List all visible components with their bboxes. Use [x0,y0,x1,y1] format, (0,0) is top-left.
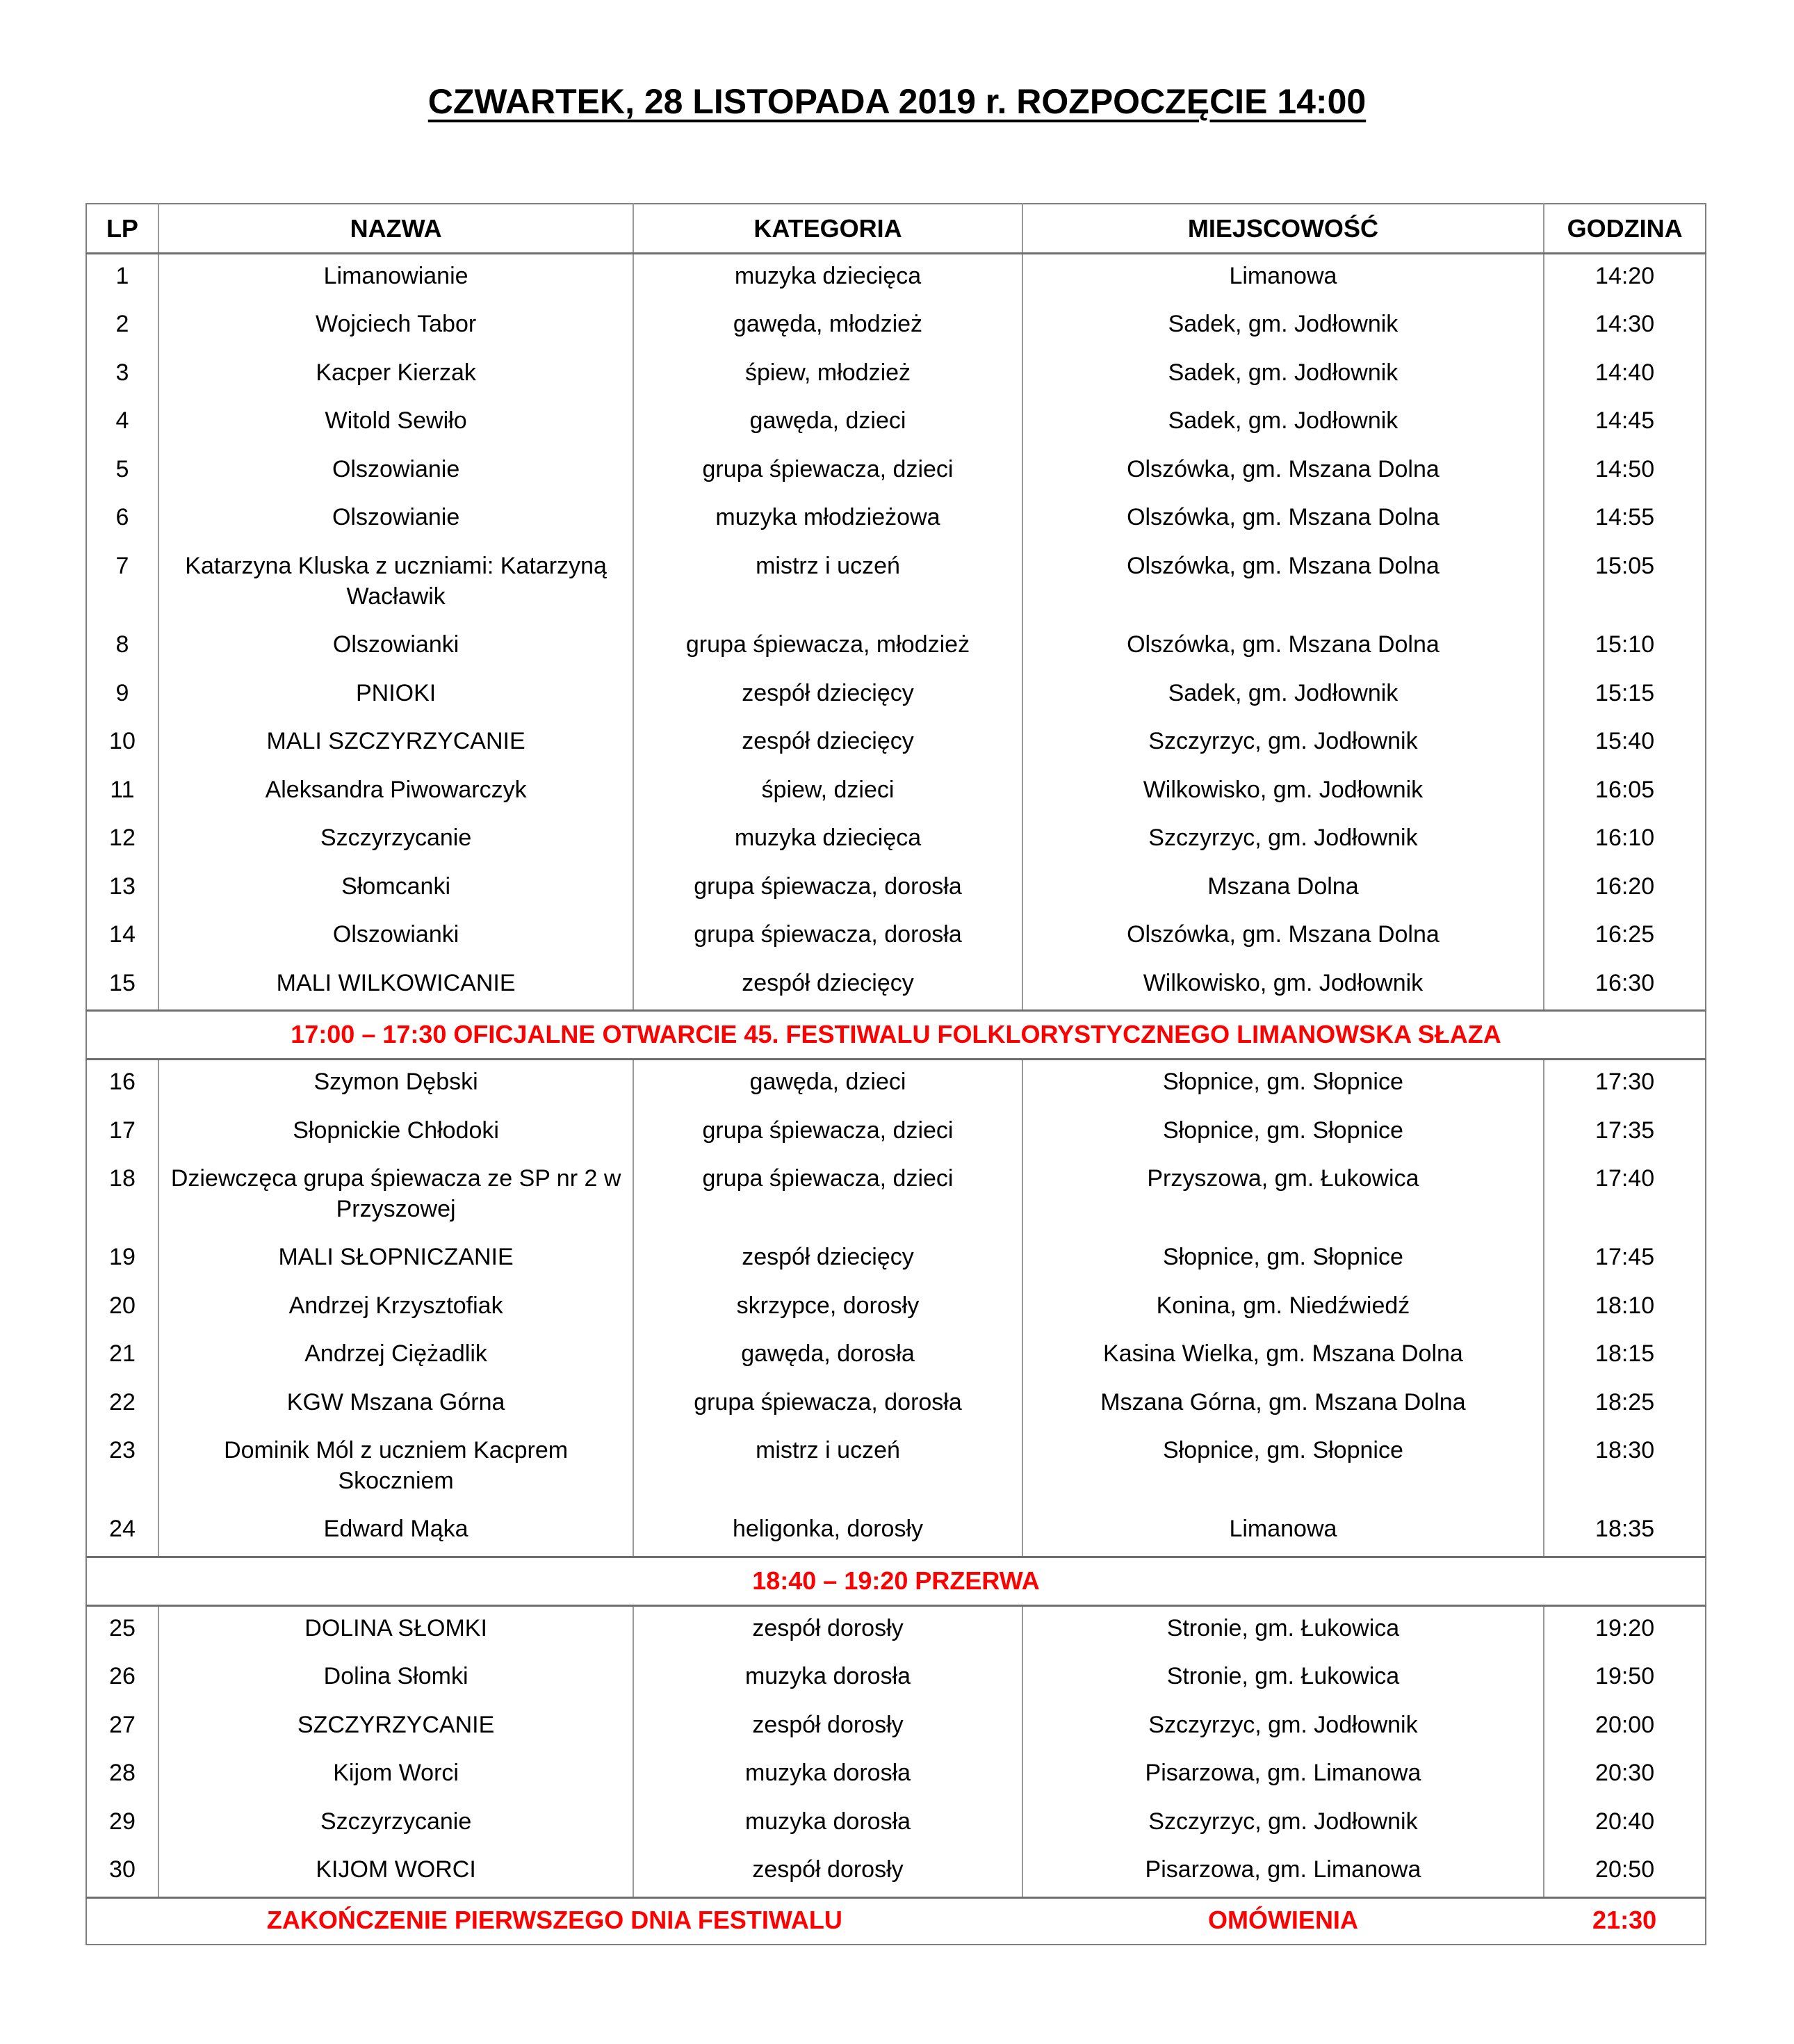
cell-lp: 24 [86,1507,158,1557]
cell-kategoria: grupa śpiewacza, dzieci [633,1157,1022,1235]
cell-kategoria: grupa śpiewacza, młodzież [633,623,1022,672]
cell-miejscowosc: Olszówka, gm. Mszana Dolna [1022,623,1544,672]
cell-lp: 6 [86,496,158,544]
cell-godzina: 18:25 [1595,1388,1655,1416]
cell-nazwa: PNIOKI [158,672,633,720]
cell-lp: 21 [86,1332,158,1381]
table-row [86,768,1706,817]
cell-lp: 10 [86,720,158,768]
cell-lp: 28 [86,1751,158,1800]
cell-miejscowosc: Przyszowa, gm. Łukowica [1022,1157,1544,1235]
table-row [86,1800,1706,1849]
cell-lp: 30 [86,1848,158,1897]
column-header-miejscowosc: MIEJSCOWOŚĆ [1022,204,1544,254]
cell-nazwa: Słopnickie Chłodoki [158,1109,633,1158]
cell-godzina: 15:10 [1595,631,1655,658]
table-row [86,1703,1706,1752]
table-row [86,496,1706,544]
cell-nazwa: DOLINA SŁOMKI [158,1605,633,1655]
cell-godzina: 14:30 [1595,311,1655,338]
cell-lp: 15 [86,962,158,1011]
cell-miejscowosc: Sadek, gm. Jodłownik [1022,672,1544,720]
cell-godzina: 17:40 [1595,1165,1655,1192]
cell-kategoria: zespół dziecięcy [633,1235,1022,1284]
cell-nazwa: Kacper Kierzak [158,351,633,400]
table-row [86,448,1706,496]
cell-kategoria: gawęda, dorosła [633,1332,1022,1381]
column-header-nazwa: NAZWA [158,204,633,254]
cell-godzina: 17:35 [1595,1117,1655,1144]
cell-nazwa: Edward Mąka [158,1507,633,1557]
cell-kategoria: grupa śpiewacza, dorosła [633,865,1022,914]
cell-nazwa: Olszowianki [158,913,633,962]
cell-godzina: 14:45 [1595,407,1655,435]
table-row [86,1235,1706,1284]
separator-row [86,1011,1706,1060]
cell-lp: 7 [86,544,158,623]
cell-miejscowosc: Słopnice, gm. Słopnice [1022,1060,1544,1109]
cell-godzina: 15:40 [1595,728,1655,755]
cell-nazwa: Olszowianie [158,448,633,496]
cell-kategoria: gawęda, młodzież [633,302,1022,351]
cell-lp: 22 [86,1381,158,1429]
cell-godzina: 14:55 [1595,504,1655,531]
cell-godzina: 18:15 [1595,1340,1655,1368]
cell-miejscowosc: Konina, gm. Niedźwiedź [1022,1284,1544,1333]
cell-miejscowosc: Mszana Górna, gm. Mszana Dolna [1022,1381,1544,1429]
cell-kategoria: zespół dziecięcy [633,672,1022,720]
cell-kategoria: muzyka dorosła [633,1800,1022,1849]
cell-kategoria: śpiew, dzieci [633,768,1022,817]
cell-lp: 26 [86,1655,158,1703]
cell-kategoria: grupa śpiewacza, dzieci [633,1109,1022,1158]
cell-nazwa: Szczyrzycanie [158,1800,633,1849]
cell-godzina: 16:05 [1595,776,1655,803]
cell-godzina: 19:20 [1595,1614,1655,1641]
cell-godzina: 14:40 [1595,359,1655,386]
cell-nazwa: Witold Sewiło [158,399,633,448]
cell-kategoria: zespół dziecięcy [633,720,1022,768]
cell-nazwa: SZCZYRZYCANIE [158,1703,633,1752]
cell-kategoria: mistrz i uczeń [633,544,1022,623]
table-row [86,1507,1706,1557]
separator-row [86,1557,1706,1605]
cell-kategoria: muzyka dorosła [633,1751,1022,1800]
cell-lp: 11 [86,768,158,817]
table-row [86,672,1706,720]
cell-kategoria: muzyka dziecięca [633,816,1022,865]
table-row [86,1109,1706,1158]
cell-nazwa: KIJOM WORCI [158,1848,633,1897]
table-body [86,253,1706,1945]
table-row [86,1605,1706,1655]
cell-miejscowosc: Szczyrzyc, gm. Jodłownik [1022,1703,1544,1752]
header-row [86,204,1706,254]
cell-kategoria: zespół dorosły [633,1605,1022,1655]
cell-godzina: 16:25 [1595,921,1655,948]
table-row [86,302,1706,351]
cell-miejscowosc: Limanowa [1022,1507,1544,1557]
cell-miejscowosc: Słopnice, gm. Słopnice [1022,1109,1544,1158]
cell-nazwa: MALI SZCZYRZYCANIE [158,720,633,768]
cell-godzina: 17:45 [1595,1244,1655,1271]
table-row [86,816,1706,865]
cell-miejscowosc: Pisarzowa, gm. Limanowa [1022,1751,1544,1800]
separator-label: 18:40 – 19:20 PRZERWA [86,1557,1706,1605]
cell-godzina: 18:30 [1595,1437,1655,1464]
cell-lp: 2 [86,302,158,351]
cell-miejscowosc: Sadek, gm. Jodłownik [1022,351,1544,400]
cell-nazwa: Słomcanki [158,865,633,914]
cell-lp: 18 [86,1157,158,1235]
cell-lp: 23 [86,1429,158,1507]
table-row [86,1157,1706,1235]
table-row [86,720,1706,768]
table-row [86,1848,1706,1897]
cell-nazwa: KGW Mszana Górna [158,1381,633,1429]
cell-kategoria: gawęda, dzieci [633,399,1022,448]
cell-godzina: 16:20 [1595,873,1655,900]
table-row [86,1429,1706,1507]
cell-godzina: 14:50 [1595,455,1655,482]
cell-lp: 29 [86,1800,158,1849]
cell-kategoria: muzyka dorosła [633,1655,1022,1703]
cell-miejscowosc: Kasina Wielka, gm. Mszana Dolna [1022,1332,1544,1381]
cell-godzina: 15:15 [1595,679,1655,706]
cell-miejscowosc: Słopnice, gm. Słopnice [1022,1235,1544,1284]
cell-nazwa: Szczyrzycanie [158,816,633,865]
cell-lp: 25 [86,1605,158,1655]
cell-miejscowosc: Stronie, gm. Łukowica [1022,1605,1544,1655]
cell-godzina: 18:10 [1595,1292,1655,1319]
footer-closing-label: ZAKOŃCZENIE PIERWSZEGO DNIA FESTIWALU [86,1897,1022,1945]
table-header [86,204,1706,254]
cell-miejscowosc: Szczyrzyc, gm. Jodłownik [1022,720,1544,768]
table-row [86,351,1706,400]
cell-miejscowosc: Szczyrzyc, gm. Jodłownik [1022,816,1544,865]
table-row [86,399,1706,448]
separator-label: 17:00 – 17:30 OFICJALNE OTWARCIE 45. FESTIWALU FOLKLORYSTYCZNEGO LIMANOWSKA SŁAZA [86,1011,1706,1060]
column-header-godzina: GODZINA [1544,204,1706,254]
cell-miejscowosc: Olszówka, gm. Mszana Dolna [1022,496,1544,544]
page-title: CZWARTEK, 28 LISTOPADA 2019 r. ROZPOCZĘCIE 14:00 [427,82,1367,121]
column-header-lp: LP [86,204,158,254]
cell-godzina: 20:50 [1595,1856,1655,1883]
cell-lp: 13 [86,865,158,914]
cell-godzina: 20:00 [1595,1711,1655,1738]
cell-godzina: 18:35 [1595,1516,1655,1543]
cell-miejscowosc: Stronie, gm. Łukowica [1022,1655,1544,1703]
cell-nazwa: Szymon Dębski [158,1060,633,1109]
cell-nazwa: Olszowianie [158,496,633,544]
cell-nazwa: Andrzej Ciężadlik [158,1332,633,1381]
footer-time: 21:30 [1544,1897,1706,1945]
table-row [86,1381,1706,1429]
cell-kategoria: zespół dorosły [633,1703,1022,1752]
cell-lp: 8 [86,623,158,672]
cell-kategoria: zespół dziecięcy [633,962,1022,1011]
table-row [86,1332,1706,1381]
footer-omowienia-label: OMÓWIENIA [1022,1897,1544,1945]
footer-row [86,1897,1706,1945]
cell-godzina: 20:30 [1595,1760,1655,1787]
table-row [86,1060,1706,1109]
cell-lp: 12 [86,816,158,865]
cell-kategoria: zespół dorosły [633,1848,1022,1897]
cell-miejscowosc: Sadek, gm. Jodłownik [1022,302,1544,351]
cell-nazwa: Dolina Słomki [158,1655,633,1703]
table-row [86,913,1706,962]
cell-lp: 20 [86,1284,158,1333]
cell-nazwa: MALI WILKOWICANIE [158,962,633,1011]
cell-kategoria: mistrz i uczeń [633,1429,1022,1507]
table-row [86,544,1706,623]
table-row [86,962,1706,1011]
cell-miejscowosc: Mszana Dolna [1022,865,1544,914]
table-row [86,1284,1706,1333]
cell-kategoria: śpiew, młodzież [633,351,1022,400]
cell-miejscowosc: Limanowa [1022,253,1544,302]
table-row [86,1751,1706,1800]
cell-miejscowosc: Olszówka, gm. Mszana Dolna [1022,544,1544,623]
cell-kategoria: grupa śpiewacza, dorosła [633,1381,1022,1429]
cell-nazwa: Dziewczęca grupa śpiewacza ze SP nr 2 w Przyszowej [158,1157,633,1235]
cell-miejscowosc: Olszówka, gm. Mszana Dolna [1022,913,1544,962]
cell-kategoria: muzyka młodzieżowa [633,496,1022,544]
cell-lp: 19 [86,1235,158,1284]
cell-godzina: 20:40 [1595,1808,1655,1835]
cell-lp: 27 [86,1703,158,1752]
cell-lp: 5 [86,448,158,496]
cell-nazwa: Limanowianie [158,253,633,302]
cell-lp: 16 [86,1060,158,1109]
cell-nazwa: Kijom Worci [158,1751,633,1800]
cell-kategoria: heligonka, dorosły [633,1507,1022,1557]
cell-kategoria: skrzypce, dorosły [633,1284,1022,1333]
cell-nazwa: Dominik Mól z uczniem Kacprem Skoczniem [158,1429,633,1507]
cell-kategoria: grupa śpiewacza, dorosła [633,913,1022,962]
cell-nazwa: Andrzej Krzysztofiak [158,1284,633,1333]
cell-miejscowosc: Wilkowisko, gm. Jodłownik [1022,962,1544,1011]
cell-lp: 3 [86,351,158,400]
cell-nazwa: Olszowianki [158,623,633,672]
cell-kategoria: gawęda, dzieci [633,1060,1022,1109]
cell-godzina: 16:30 [1595,969,1655,996]
table-row [86,1655,1706,1703]
cell-miejscowosc: Pisarzowa, gm. Limanowa [1022,1848,1544,1897]
cell-kategoria: muzyka dziecięca [633,253,1022,302]
cell-nazwa: Aleksandra Piwowarczyk [158,768,633,817]
cell-nazwa: Katarzyna Kluska z uczniami: Katarzyną Wacławik [158,544,633,623]
cell-nazwa: Wojciech Tabor [158,302,633,351]
cell-miejscowosc: Słopnice, gm. Słopnice [1022,1429,1544,1507]
cell-godzina: 16:10 [1595,825,1655,852]
cell-miejscowosc: Wilkowisko, gm. Jodłownik [1022,768,1544,817]
cell-lp: 17 [86,1109,158,1158]
table-row [86,865,1706,914]
cell-lp: 1 [86,253,158,302]
cell-nazwa: MALI SŁOPNICZANIE [158,1235,633,1284]
document-page [0,82,1794,2044]
cell-lp: 14 [86,913,158,962]
cell-miejscowosc: Olszówka, gm. Mszana Dolna [1022,448,1544,496]
table-row [86,623,1706,672]
cell-godzina: 15:05 [1595,552,1655,579]
cell-miejscowosc: Sadek, gm. Jodłownik [1022,399,1544,448]
cell-lp: 4 [86,399,158,448]
cell-godzina: 19:50 [1595,1663,1655,1690]
cell-godzina: 14:20 [1595,262,1655,289]
cell-godzina: 17:30 [1595,1069,1655,1096]
cell-kategoria: grupa śpiewacza, dzieci [633,448,1022,496]
schedule-table [85,203,1706,1945]
column-header-kategoria: KATEGORIA [633,204,1022,254]
table-row [86,253,1706,302]
cell-lp: 9 [86,672,158,720]
cell-miejscowosc: Szczyrzyc, gm. Jodłownik [1022,1800,1544,1849]
